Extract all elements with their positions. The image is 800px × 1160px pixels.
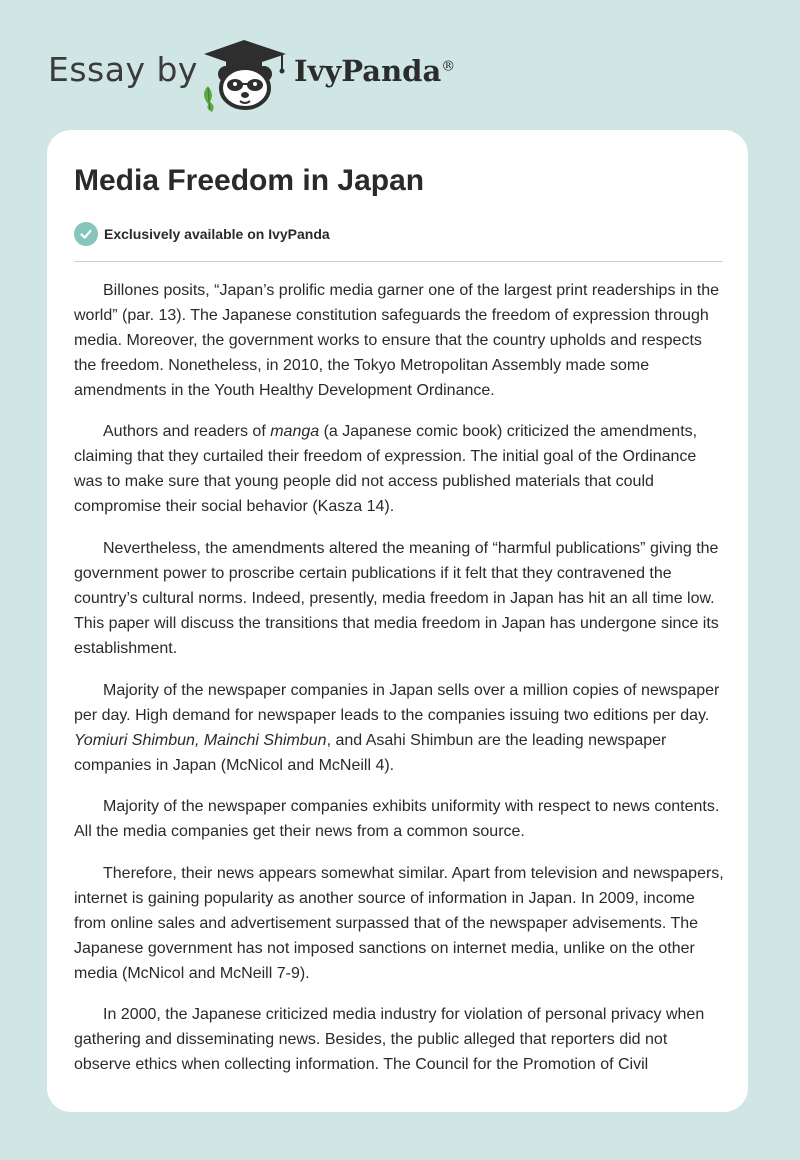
paragraph	[74, 1002, 726, 1077]
italic-term: Yomiuri Shimbun, Mainchi Shimbun	[74, 732, 327, 749]
paragraph-text: Authors and readers of	[103, 423, 271, 440]
panda-graduation-cap-logo[interactable]	[196, 36, 292, 112]
paragraph-text: Billones posits, “Japan’s prolific media garner one of the largest print readerships in the world” (par. 13). The Japanese constitution safeguards the freedom of expression through media. Moreover, the government works to ensure that the country upholds and respects the freedom. Nonetheless, in 2010, the Tokyo Metropolitan Assembly made some amendments in the Youth Healthy Development Ordinance.	[74, 282, 720, 399]
check-circle-icon	[74, 222, 98, 246]
paragraph	[74, 861, 726, 986]
essay-card	[47, 130, 748, 1112]
site-header	[0, 0, 800, 130]
paragraph-text: Majority of the newspaper companies exhibits uniformity with respect to news contents. All the media companies get their news from a common source.	[74, 798, 720, 840]
paragraph	[74, 794, 726, 844]
paragraph-text: , and Asahi Shimbun are the leading newspaper companies in Japan (McNicol and McNeill 4).	[74, 732, 667, 774]
essay-by-label: Essay by	[48, 50, 198, 89]
paragraph-text: Majority of the newspaper companies in Japan sells over a million copies of newspaper per day. High demand for newspaper leads to the companies issuing two editions per day.	[74, 682, 720, 724]
paragraph-text: (a Japanese comic book) criticized the amendments, claiming that they curtailed their freedom of expression. The initial goal of the Ordinance was to make sure that young people did not access published materials that could compromise their social behavior (Kasza 14).	[74, 423, 698, 515]
paragraph	[74, 419, 726, 519]
paragraph	[74, 678, 726, 778]
brand-name-text: IvyPanda	[294, 54, 442, 88]
brand-name[interactable]	[294, 54, 455, 88]
paragraph	[74, 278, 726, 403]
exclusive-badge-text: Exclusively available on IvyPanda	[104, 226, 330, 242]
essay-body	[74, 278, 726, 1093]
italic-term: manga	[270, 423, 320, 440]
registered-mark: ®	[441, 58, 456, 75]
paragraph-text: In 2000, the Japanese criticized media industry for violation of personal privacy when gathering and disseminating news. Besides, the public alleged that reporters did not observe ethics when collecting information. The Council for the Promotion of Civil	[74, 1006, 705, 1073]
divider	[74, 261, 723, 262]
paragraph	[74, 536, 726, 661]
paragraph-text: Therefore, their news appears somewhat similar. Apart from television and newspapers, internet is gaining popularity as another source of information in Japan. In 2009, income from online sales and advertisement surpassed that of the newspaper advisements. The Japanese government has not imposed sanctions on internet media, unlike on the other media (McNicol and McNeill 7-9).	[74, 865, 724, 982]
page-title: Media Freedom in Japan	[74, 164, 425, 197]
paragraph-text: Nevertheless, the amendments altered the meaning of “harmful publications” giving the government power to proscribe certain publications if it felt that they contravened the country’s cultural norms. Indeed, presently, media freedom in Japan has hit an all time low. This paper will discuss the transitions that media freedom in Japan has undergone since its establishment.	[74, 540, 719, 657]
exclusive-badge	[74, 222, 330, 246]
